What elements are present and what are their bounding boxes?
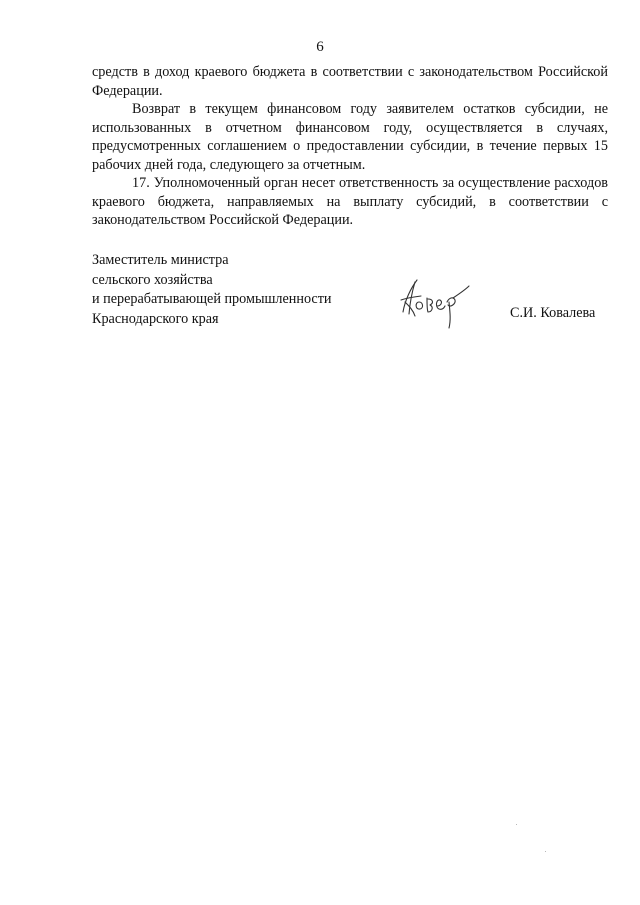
document-body [92,63,608,230]
paragraph-17-responsibility: 17. Уполномоченный орган несет ответственность за осуществление расходов краевого бюджета, направляемых на выплату субсидий, в соответствии с законодательством Российской Федерации. [92,175,608,228]
scan-speck [516,824,517,825]
handwritten-signature [395,272,475,332]
position-line: Краснодарского края [92,310,219,327]
paragraph-subsidy-return: Возврат в текущем финансовом году заявителем остатков субсидии, не использованных в отчетном финансовом году, осуществляется в случаях, предусмотренных соглашением о предоставлении субсидии, в течение первых 15 рабочих дней года, следующего за отчетным. [92,101,608,173]
signer-name: С.И. Ковалева [510,305,596,321]
position-line: сельского хозяйства [92,271,213,288]
scan-speck [545,851,546,852]
page-number: 6 [316,39,324,55]
signatory-position [92,251,332,329]
position-line: и перерабатывающей промышленности [92,291,332,307]
position-line: Заместитель министра [92,252,229,268]
paragraph-continuation: средств в доход краевого бюджета в соответствии с законодательством Российской Федерации. [92,64,608,99]
